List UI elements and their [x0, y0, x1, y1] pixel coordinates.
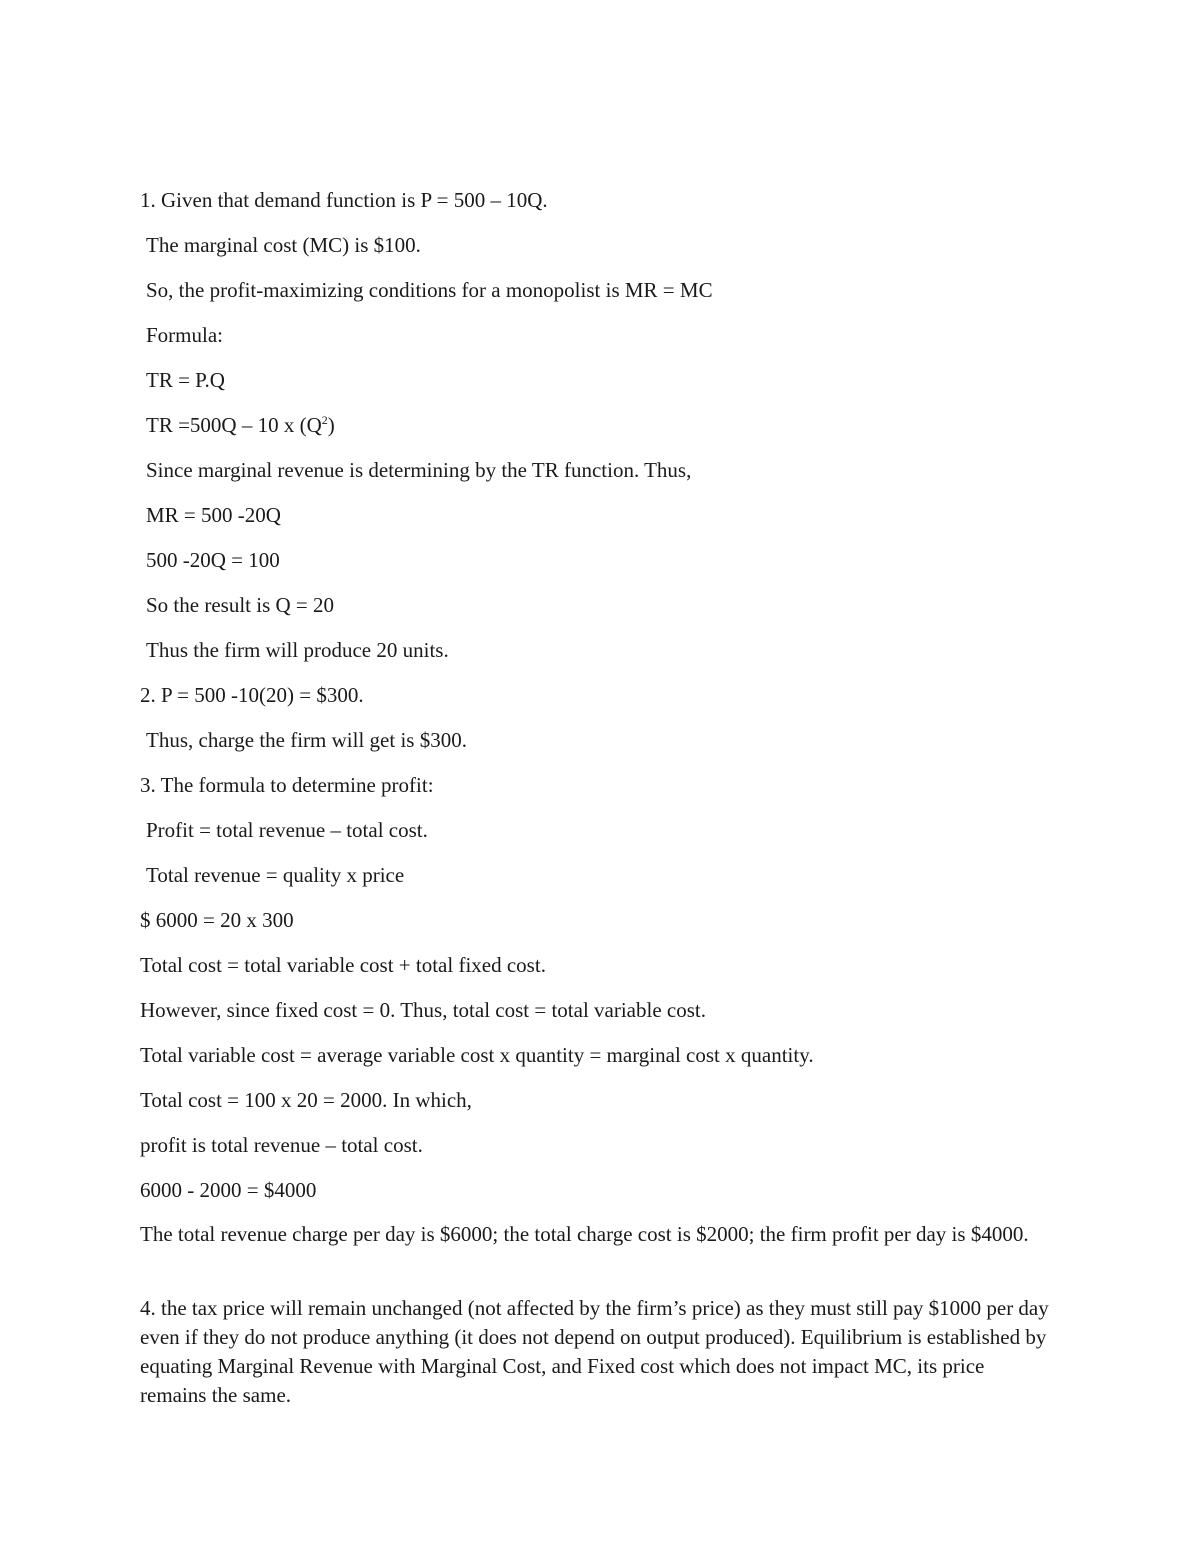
total-variable-cost-line: Total variable cost = average variable cost x quantity = marginal cost x quantity.: [140, 1043, 814, 1067]
total-cost-value-line: Total cost = 100 x 20 = 2000. In which,: [140, 1088, 472, 1112]
tr-formula-line: TR = P.Q: [146, 368, 225, 392]
profit-formula-line: Profit = total revenue – total cost.: [146, 818, 428, 842]
tr-expanded-line: [146, 411, 335, 440]
profit-value-line: 6000 - 2000 = $4000: [140, 1178, 317, 1202]
mr-explanation-line: Since marginal revenue is determining by the TR function. Thus,: [146, 458, 692, 482]
tr-expanded-close: ): [327, 413, 335, 437]
question-3-summary-paragraph: The total revenue charge per day is $6000; the total charge cost is $2000; the firm profit per day is $4000.: [140, 1222, 1029, 1246]
squared-superscript: 2: [321, 413, 328, 427]
marginal-cost-line: The marginal cost (MC) is $100.: [146, 233, 421, 257]
question-2-line: 2. P = 500 -10(20) = $300.: [140, 683, 364, 707]
total-revenue-value-line: $ 6000 = 20 x 300: [140, 908, 294, 932]
question-4-paragraph: 4. the tax price will remain unchanged (not affected by the firm’s price) as they must still pay $1000 per day even if they do not produce anything (it does not depend on output produced). Equilibrium is established by equating Marginal Revenue with Marginal Cost, and Fixed cost which does not impact MC, its price remains the same.: [140, 1296, 1049, 1407]
total-cost-formula-line: Total cost = total variable cost + total fixed cost.: [140, 953, 546, 977]
mr-formula-line: MR = 500 -20Q: [146, 503, 281, 527]
q-result-line: So the result is Q = 20: [146, 593, 335, 617]
price-conclusion-line: Thus, charge the firm will get is $300.: [146, 728, 467, 752]
tr-expanded-text: TR =500Q – 10 x (Q: [146, 413, 322, 437]
question-3-intro: 3. The formula to determine profit:: [140, 773, 434, 797]
question-1-intro: 1. Given that demand function is P = 500 – 10Q.: [140, 188, 548, 212]
profit-definition-line: profit is total revenue – total cost.: [140, 1133, 423, 1157]
fixed-cost-line: However, since fixed cost = 0. Thus, total cost = total variable cost.: [140, 998, 706, 1022]
total-revenue-formula-line: Total revenue = quality x price: [146, 863, 405, 887]
formula-label: Formula:: [146, 323, 223, 347]
mr-equals-mc-line: 500 -20Q = 100: [146, 548, 280, 572]
units-conclusion-line: Thus the firm will produce 20 units.: [146, 638, 449, 662]
profit-max-condition-line: So, the profit-maximizing conditions for a monopolist is MR = MC: [146, 278, 713, 302]
